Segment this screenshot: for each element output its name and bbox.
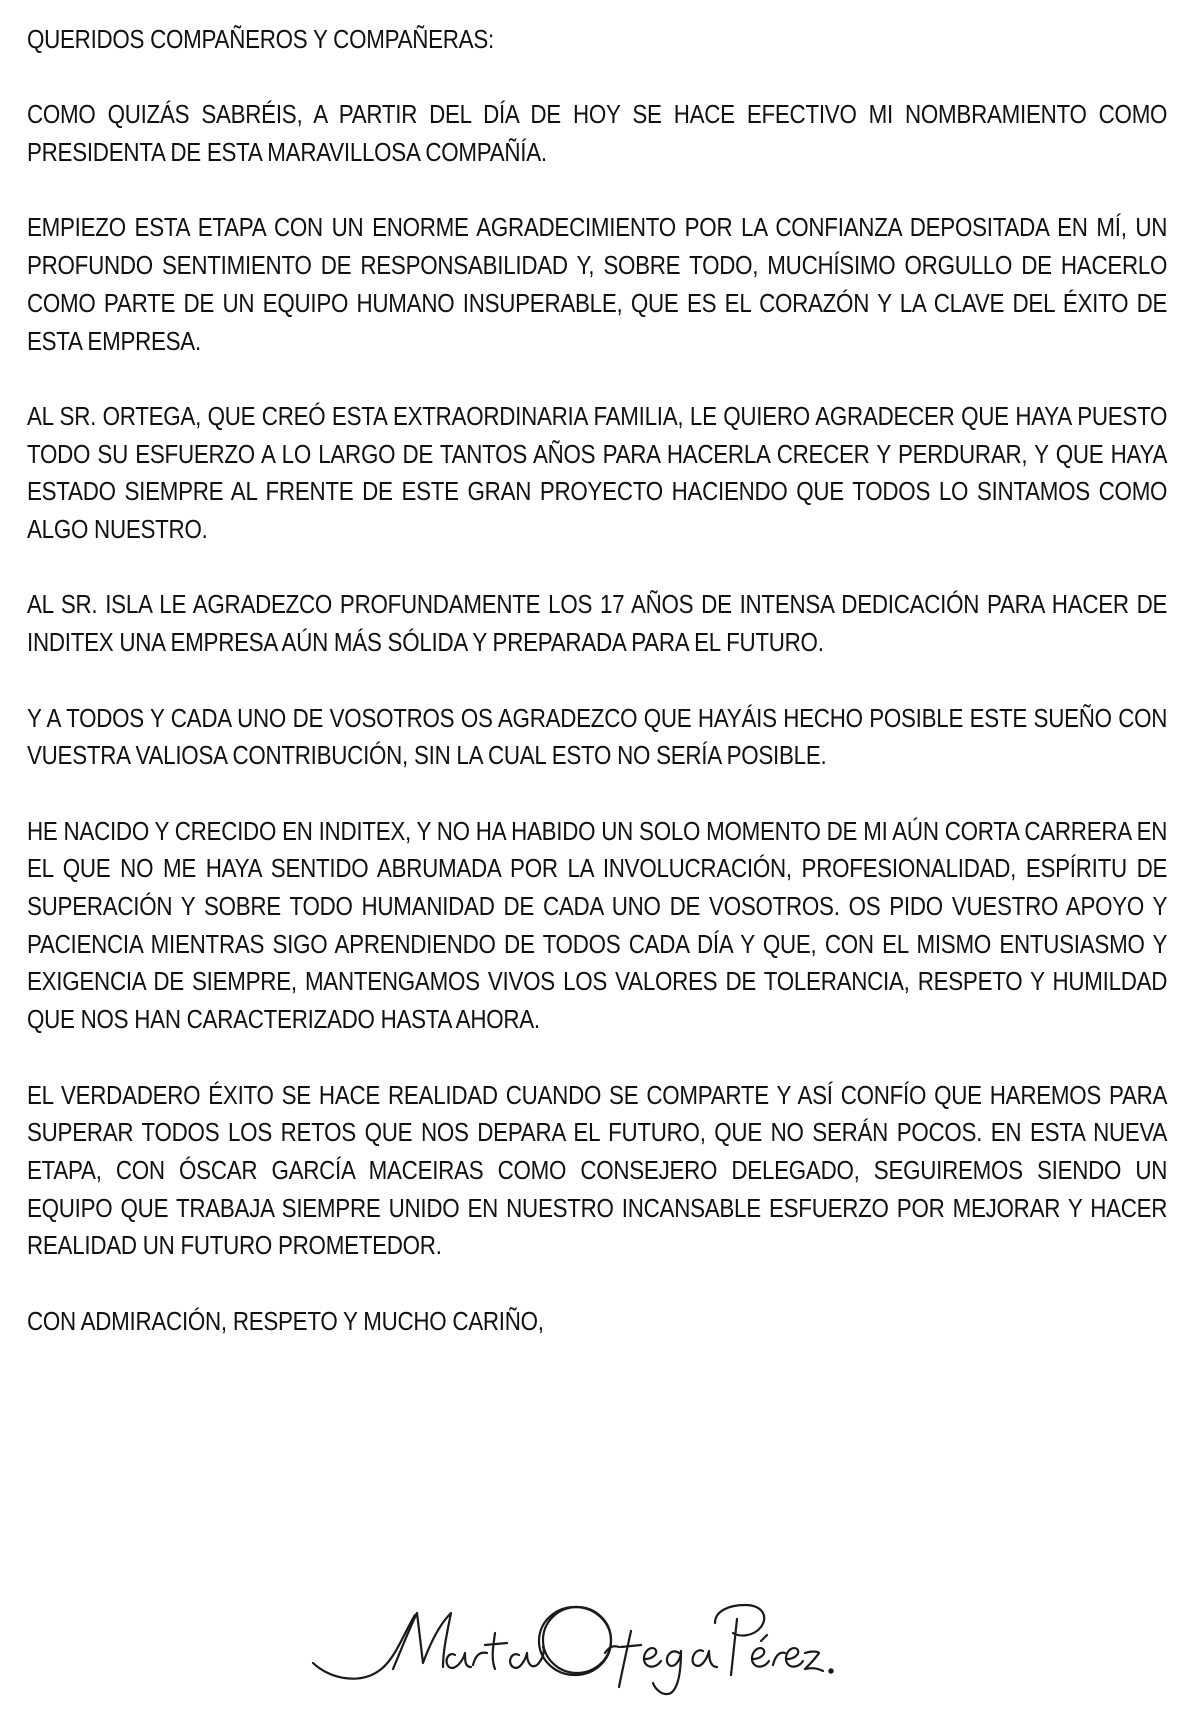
paragraph-thanks-all: Y A TODOS Y CADA UNO DE VOSOTROS OS AGRADEZCO QUE HAYÁIS HECHO POSIBLE ESTE SUEÑO CON VUESTRA VALIOSA CONTRIBUCIÓN, SIN LA CUAL ESTO NO SERÍA POSIBLE. [27,702,1168,771]
letter-body [27,21,1167,1378]
paragraph-sr-isla: AL SR. ISLA LE AGRADEZCO PROFUNDAMENTE LOS 17 AÑOS DE INTENSA DEDICACIÓN PARA HACER DE INDITEX UNA EMPRESA AÚN MÁS SÓLIDA Y PREPARADA PARA EL FUTURO. [27,589,1168,658]
paragraph-sr-ortega: AL SR. ORTEGA, QUE CREÓ ESTA EXTRAORDINARIA FAMILIA, LE QUIERO AGRADECER QUE HAYA PUESTO TODO SU ESFUERZO A LO LARGO DE TANTOS AÑOS PARA HACERLA CRECER Y PERDURAR, Y QUE HAYA ESTADO SIEMPRE AL FRENTE DE ESTE GRAN PROYECTO HACIENDO QUE TODOS LO SINTAMOS COMO ALGO NUESTRO. [27,400,1168,545]
paragraph-appointment: COMO QUIZÁS SABRÉIS, A PARTIR DEL DÍA DE HOY SE HACE EFECTIVO MI NOMBRAMIENTO COMO PRESIDENTA DE ESTA MARAVILLOSA COMPAÑÍA. [27,99,1168,168]
handwritten-signature-icon [275,1575,835,1715]
closing: CON ADMIRACIÓN, RESPETO Y MUCHO CARIÑO, [27,1305,544,1336]
paragraph-inditex-career: HE NACIDO Y CRECIDO EN INDITEX, Y NO HA HABIDO UN SOLO MOMENTO DE MI AÚN CORTA CARRERA EN EL QUE NO ME HAYA SENTIDO ABRUMADA POR LA INVOLUCRACIÓN, PROFESIONALIDAD, ESPÍRITU DE SUPERACIÓN Y SOBRE TODO HUMANIDAD DE CADA UNO DE VOSOTROS. OS PIDO VUESTRO APOYO Y PACIENCIA MIENTRAS SIGO APRENDIENDO DE TODOS CADA DÍA Y QUE, CON EL MISMO ENTUSIASMO Y EXIGENCIA DE SIEMPRE, MANTENGAMOS VIVOS LOS VALORES DE TOLERANCIA, RESPETO Y HUMILDAD QUE NOS HAN CARACTERIZADO HASTA AHORA. [27,815,1168,1035]
paragraph-success: EL VERDADERO ÉXITO SE HACE REALIDAD CUANDO SE COMPARTE Y ASÍ CONFÍO QUE HAREMOS PARA SUPERAR TODOS LOS RETOS QUE NOS DEPARA EL FUTURO, QUE NO SERÁN POCOS. EN ESTA NUEVA ETAPA, CON ÓSCAR GARCÍA MACEIRAS COMO CONSEJERO DELEGADO, SEGUIREMOS SIENDO UN EQUIPO QUE TRABAJA SIEMPRE UNIDO EN NUESTRO INCANSABLE ESFUERZO POR MEJORAR Y HACER REALIDAD UN FUTURO PROMETEDOR. [27,1079,1168,1261]
signature [275,1575,835,1715]
salutation: QUERIDOS COMPAÑEROS Y COMPAÑERAS: [27,24,494,54]
paragraph-gratitude: EMPIEZO ESTA ETAPA CON UN ENORME AGRADECIMIENTO POR LA CONFIANZA DEPOSITADA EN MÍ, UN PROFUNDO SENTIMIENTO DE RESPONSABILIDAD Y, SOBRE TODO, MUCHÍSIMO ORGULLO DE HACERLO COMO PARTE DE UN EQUIPO HUMANO INSUPERABLE, QUE ES EL CORAZÓN Y LA CLAVE DEL ÉXITO DE ESTA EMPRESA. [27,212,1168,356]
